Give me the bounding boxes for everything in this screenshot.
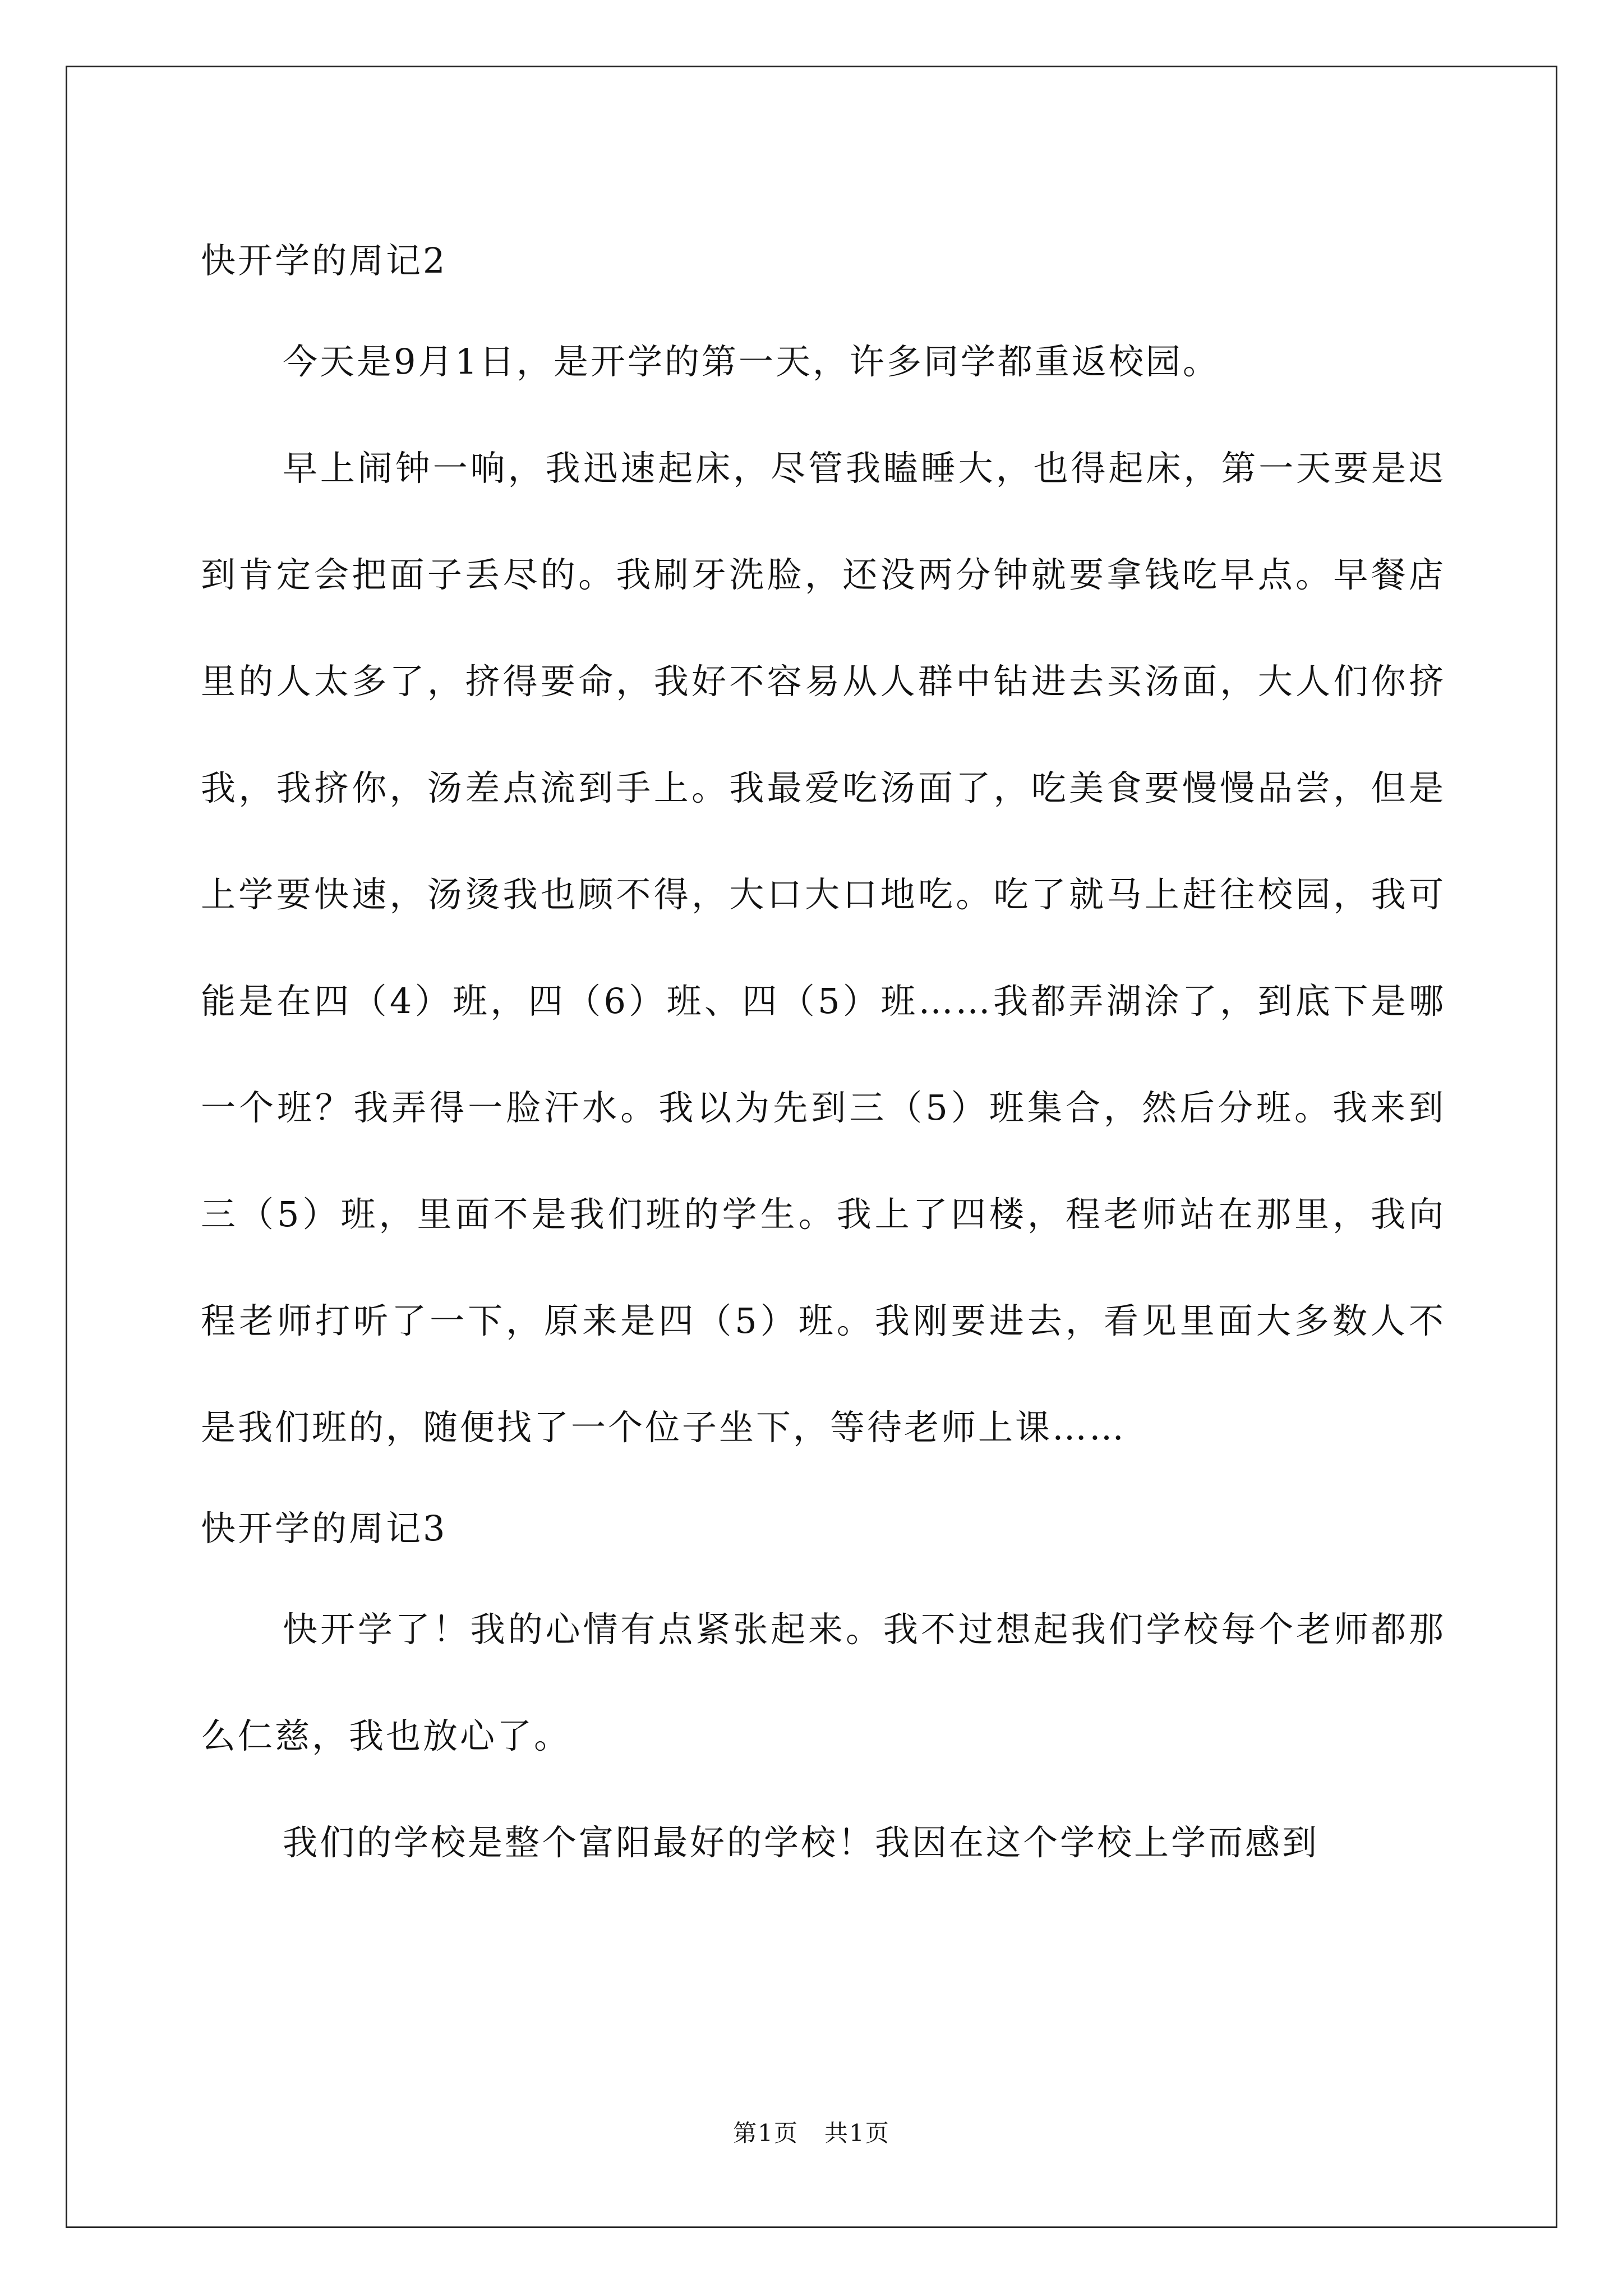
document-body <box>201 213 1446 1896</box>
section-heading: 快开学的周记3 <box>201 1508 448 1549</box>
paragraph: 今天是9月1日，是开学的第一天，许多同学都重返校园。 <box>283 341 1220 382</box>
paragraph: 早上闹钟一响，我迅速起床，尽管我瞌睡大，也得起床，第一天要是迟到肯定会把面子丢尽的。我刷牙洗脸，还没两分钟就要拿钱吃早点。早餐店里的人太多了，挤得要命，我好不容易从人群中钻进去买汤面，大人们你挤我，我挤你，汤差点流到手上。我最爱吃汤面了，吃美食要慢慢品尝，但是上学要快速，汤烫我也顾不得，大口大口地吃。吃了就马上赶往校园，我可能是在四（4）班，四（6）班、四（5）班……我都弄湖涂了，到底下是哪一个班？我弄得一脸汗水。我以为先到三（5）班集合，然后分班。我来到三（5）班，里面不是我们班的学生。我上了四楼，程老师站在那里，我向程老师打听了一下，原来是四（5）班。我刚要进去，看见里面大多数人不是我们班的，随便找了一个位子坐下，等待老师上课…… <box>201 448 1446 1448</box>
section-heading: 快开学的周记2 <box>201 240 448 281</box>
paragraph: 我们的学校是整个富阳最好的学校！我因在这个学校上学而感到 <box>283 1822 1320 1863</box>
page-footer: 第1页 共1页 <box>733 2119 890 2147</box>
paragraph: 快开学了！我的心情有点紧张起来。我不过想起我们学校每个老师都那么仁慈，我也放心了。 <box>201 1609 1446 1756</box>
